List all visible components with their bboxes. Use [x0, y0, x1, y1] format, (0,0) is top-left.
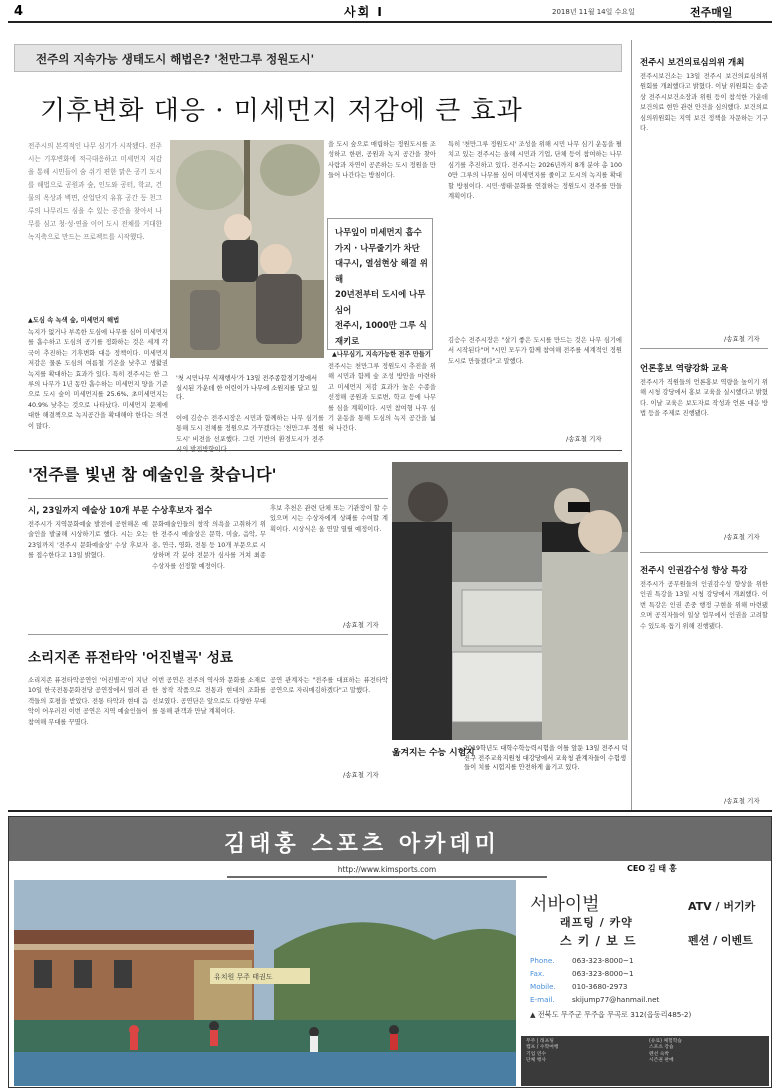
pull-quote	[327, 218, 433, 350]
newspaper-name: 전주매일	[690, 6, 733, 19]
ad-tag1: ATV / 버기카	[688, 900, 756, 913]
article3-col2: 이번 공연은 전주의 역사와 문화를 소재로 한 창작 작품으로 전통과 현대의 조화를 선보였다. 공연단은 앞으로도 다양한 무대를 통해 관객과 만날 계획이다.	[152, 677, 266, 716]
ad-services-box	[521, 1036, 769, 1086]
right-a1-body: 전주시보건소는 13일 전주시 보건의료심의위원회를 개최했다고 밝혔다. 이날 위원회는 송준상 전주시보건소장과 위원 등이 참석한 가운데 보건의료 현안 관련 안건을 심의했다. 보건의료심의위원회는 지역 보건 정책을 자문하는 기구다.	[640, 73, 768, 133]
photo-exam-papers	[392, 462, 628, 740]
right-a2-byline: /송효철 기자	[724, 533, 760, 541]
article2-col3: 후보 추천은 관련 단체 또는 기관장이 할 수 있으며 시는 수상자에게 상패를 수여할 계획이다. 시상식은 올 연말 열릴 예정이다.	[270, 505, 388, 533]
issue-date: 2018년 11월 14일 수요일	[552, 8, 635, 16]
article2-subhead: 시, 23일까지 예술상 10개 부문 수상후보자 접수	[28, 506, 213, 516]
divider-2	[28, 634, 388, 635]
ad-divider	[8, 810, 772, 812]
quote-line-5: 전주시, 1000만 그루 식재키로	[335, 320, 427, 346]
right-col-divider	[631, 40, 632, 810]
ad-address: ▲ 전북도 무주군 무주읍 무곡로 312(읍동리485-2)	[530, 1010, 692, 1019]
quote-line-1: 나무잎이 미세먼지 흡수	[335, 227, 422, 237]
section-name: 사회 Ⅰ	[344, 5, 384, 19]
article1-kicker: 전주의 지속가능 생태도시 해법은? '천만그루 정원도시'	[36, 52, 315, 66]
ad-sub1: 래프팅 / 카약	[560, 916, 633, 929]
right-divider-1	[640, 348, 768, 349]
service-item: 스포츠 강습	[649, 1045, 674, 1051]
right-a3-byline: /송효철 기자	[724, 797, 760, 805]
article1-col4b: 김승수 전주시장은 "살기 좋은 도시를 만드는 것은 나무 심기에서 시작된다"며 "시민 모두가 함께 참여해 전주를 세계적인 정원도시로 만들겠다"고 말했다.	[448, 337, 622, 365]
article1-col2: 이에 김승수 전주시장은 시민과 함께하는 나무 심기를 통해 도시 전체를 정원으로 가꾸겠다는 '천만그루 정원도시' 비전을 선포했다. 그린 기반의 환경도시가 전주	[176, 415, 324, 443]
page-number: 4	[14, 4, 24, 19]
service-item: (유료) 체험학습	[649, 1039, 683, 1044]
divider-1	[14, 450, 622, 451]
email-value[interactable]: skijump77@hanmail.net	[572, 995, 660, 1004]
phone-label: Phone.	[530, 956, 555, 965]
photo-news-caption: 2019학년도 대학수학능력시험을 이틀 앞둔 13일 전주시 덕진구 전주교육지원청 대강당에서 교육청 관계자들이 수험생들이 치를 시험지를 안전하게 옮기고 있다.	[464, 745, 628, 771]
article1-col3-bottom: 전주시는 천만그루 정원도시 추진을 위해 시민과 함께 숲 조성 방안을 마련하고 미세먼지 저감 효과가 높은 수종을 선정해 공원과 도로변, 학교 등에 나무를 심을 계획이다. 시민 참여형 나무 심기 운동을 통해 도심의 녹지 공간을 넓혀 나간다.	[328, 363, 436, 433]
article2-headline: '전주를 빛낸 참 예술인을 찾습니다'	[28, 465, 277, 484]
photo1-caption: ▲도심 속 녹색 숲, 미세먼지 해법	[28, 317, 120, 324]
article3-col1: 소리지존 퓨전타악공연인 '어진별곡'이 지난 10일 한국전통문화전당 공연장에서 열려 관객들의 호평을 받았다. 전통 타악과 현대 음악이 어우러진 이번 공연은 지역 예술인들이 참여해 무대를 꾸몄다.	[28, 677, 148, 726]
article3-byline: /송효철 기자	[343, 771, 379, 779]
quote-line-4: 20년전부터 도시에 나무 심어	[335, 289, 426, 315]
photo-news-title: 옮겨지는 수능 시험지	[392, 748, 475, 758]
article2-col2: 문화예술인들의 창작 의욕을 고취하기 위한 전주시 예술상은 문학, 미술, 음악, 무용, 연극, 영화, 전통 등 10개 부문으로 시상하며 각 분야 전문가 심사를 거쳐 최종 수상자를 선정할 예정이다.	[152, 521, 266, 570]
article1-col3-top: 을 도시 숲으로 매립하는 정원도시를 조성하고 한편, 공원과 녹지 공간을 찾아 사람과 자연이 공존하는 도시 정원을 만들어 나간다는 방침이다.	[328, 141, 436, 180]
article2-byline: /송효철 기자	[343, 621, 379, 629]
article1-col4: 특히 '천만그루 정원도시' 조성을 위해 시민 나무 심기 운동을 펼치고 있는 전주시는 올해 시민과 기업, 단체 등이 참여하는 나무 심기를 추진하고 있다. 전주시는 2026년까지 8개 분야 총 1000만 그루의 나무를 심어 미세먼지를 줄이고 도시의 녹지를 확대할 방침이다. 시민·생태·문화를 연결하는 정원도시 전주를 만들 계획이다.	[448, 141, 622, 201]
right-a1-byline: /송효철 기자	[724, 335, 760, 343]
service-item: 무주 | 래프팅	[526, 1039, 554, 1044]
ad-photo-sign: 유치원 무주 태권도	[214, 973, 273, 981]
right-a3-head: 전주시 인권감수성 향상 특강	[640, 566, 748, 576]
mobile-value[interactable]: 010-3680-2973	[572, 982, 628, 991]
ad-title: 김태홍 스포츠 아카데미	[224, 832, 500, 857]
masthead-rule	[8, 21, 772, 23]
ad-photo-playground	[14, 880, 516, 1086]
right-a1-head: 전주시 보건의료심의위 개최	[640, 58, 745, 68]
right-a2-head: 언론홍보 역량강화 교육	[640, 364, 729, 374]
article3-col3: 공연 관계자는 "전주를 대표하는 퓨전타악 공연으로 자리매김하겠다"고 말했다.	[270, 677, 388, 695]
article1-col1: 녹지가 없거나 부족한 도심에 나무를 심어 미세먼지를 흡수하고 도심의 공기를 정화하는 것은 세계 각국이 추진하는 기후변화 대응 정책이다. 미세먼지 저감은 물론 도심의 여름철 기온을 낮추고 생활권 녹지를 확대하는 효과가 있다. 특히 전주시는 한 그루의 나무가 1년 동안 흡수하는 미세먼지 양을 기준으로 도시 숲이 미세먼지를 25.6%, 초미세먼지는 40.9% 낮추는 것으로 나타났다. 미세먼지 문제에 대한 해결책으로 녹지공간을 확대해야 한다는 의견이 많다.	[28, 329, 168, 430]
ad-tag2: 펜션 / 이벤트	[688, 934, 753, 947]
mobile-label: Mobile.	[530, 982, 556, 991]
right-a2-body: 전주시가 직원들의 언론홍보 역량을 높이기 위해 시청 강당에서 홍보 교육을 실시했다고 밝혔다. 이날 교육은 보도자료 작성과 언론 대응 방법 등을 주제로 진행됐다.	[640, 379, 768, 418]
ad-contact	[530, 954, 766, 1021]
photo-child-tree	[170, 140, 324, 358]
quote-line-3: 대구시, 열섬현상 해결 위해	[335, 258, 428, 284]
photo2-caption: '첫 시민나무 식재행사'가 13일 전주종합경기장에서 실시된 가운데 한 어린이가 나무에 소원지를 달고 있다.	[176, 375, 318, 401]
article1-byline: /송효철 기자	[566, 435, 602, 443]
right-divider-2	[640, 552, 768, 553]
service-item: 시즌권 판매	[649, 1058, 674, 1064]
quote-line-2: 가지 · 나무줄기가 차단	[335, 242, 420, 253]
photo3-caption: ▲나무심기, 지속가능한 전주 만들기	[332, 351, 431, 358]
article3-headline: 소리지존 퓨전타악 '어진별곡' 성료	[28, 650, 233, 666]
service-item: 단체 행사	[526, 1058, 547, 1064]
ad-ceo: CEO 김 태 홍	[627, 864, 677, 873]
fax-value: 063-323-8000~1	[572, 969, 634, 978]
ad-url[interactable]: http://www.kimsports.com	[227, 865, 547, 878]
article2-col1: 전주시가 지역문화예술 발전에 공헌해온 예술인을 발굴해 시상하기로 했다. 시는 오는 23일까지 '전주시 문화예술상' 수상 후보자를 접수한다고 13일 밝혔다.	[28, 521, 148, 560]
ad-sub2: 스 키 / 보 드	[560, 934, 637, 948]
article1-headline: 기후변화 대응 · 미세먼지 저감에 큰 효과	[40, 96, 523, 126]
service-item: 펜션 숙박	[649, 1051, 670, 1057]
article2-rule	[28, 498, 388, 499]
fax-label: Fax.	[530, 969, 545, 978]
phone-value[interactable]: 063-323-8000~1	[572, 956, 634, 965]
email-label: E-mail.	[530, 995, 555, 1004]
service-item: 캠프 / 수학여행	[526, 1045, 559, 1051]
article1-lead: 전주시의 본격적인 나무 심기가 시작됐다. 전주시는 기후변화에 적극대응하고 미세먼지 저감을 통해 시민들이 숨 쉬기 편한 맑은 공기 도시를 해법으로 공원과 숲, 인도와 공터, 학교, 건물의 옥상과 벽면, 산업단지 유휴 공간 등 천그루의 나무리드 심을 수 있는 공간을 찾아서 나무를 심고 청·성·연을 이어 도시 전체를 거대한 녹지축으로 만드는 프로젝트를 시작했다.	[28, 142, 162, 241]
service-item: 기업 연수	[526, 1051, 547, 1057]
ad-brand: 서바이벌	[530, 894, 600, 915]
right-a3-body: 전주시가 공무원들의 인권감수성 향상을 위한 인권 특강을 13일 시청 강당에서 개최했다. 이번 특강은 인권 존중 행정 구현을 위해 마련됐으며 공직자들이 일상 업무에서 인권을 고려할 수 있도록 돕기 위해 진행됐다.	[640, 581, 768, 630]
